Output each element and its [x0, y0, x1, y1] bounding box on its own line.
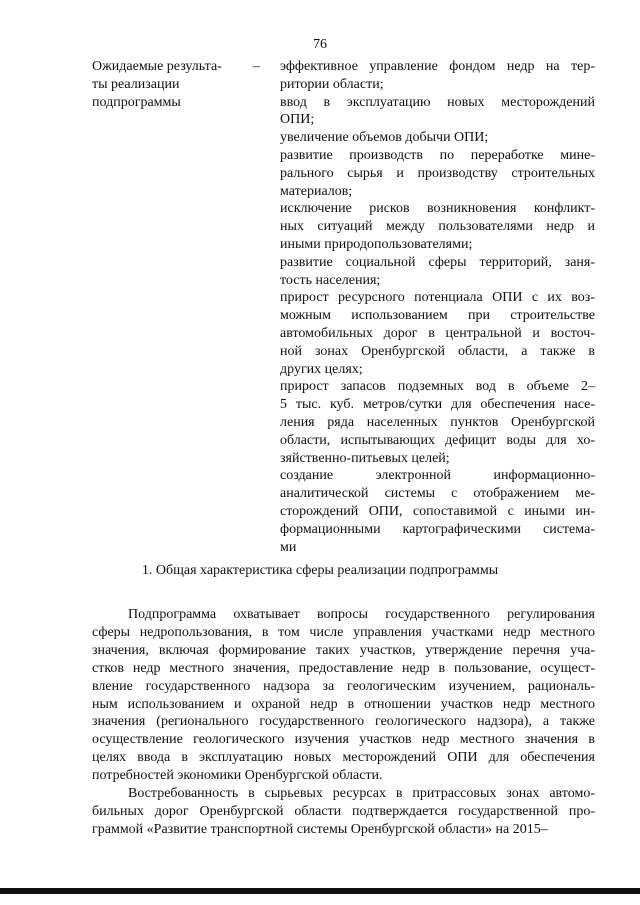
list-item-line: тость населения;: [280, 272, 381, 288]
paragraph-line: стков недр местного значения, предоставление недр в пользование, осущест-: [92, 660, 595, 676]
list-item-line: ми: [280, 539, 297, 555]
expected-results-list: [280, 58, 595, 556]
paragraph-line: бильных дорог Оренбургской области подтверждается государственной про-: [92, 803, 595, 819]
list-item-line: развитие социальной сферы территорий, заня-: [280, 254, 595, 270]
list-item-line: можным использованием при строительстве: [280, 308, 595, 324]
paragraph-line: потребностей экономики Оренбургской области.: [92, 768, 383, 784]
list-item: [280, 467, 595, 556]
list-item: [280, 289, 595, 378]
expected-results-label: [92, 58, 242, 111]
bottom-rule: [0, 888, 640, 894]
list-item-line: прирост запасов подземных вод в объеме 2–: [280, 379, 595, 395]
paragraph-line: целях ввода в эксплуатацию новых месторождений ОПИ для обеспечения: [92, 750, 595, 766]
list-item-line: создание электронной информационно-: [280, 468, 595, 484]
page-number: 76: [313, 37, 327, 52]
list-item-line: ввод в эксплуатацию новых месторождений: [280, 94, 595, 110]
list-item-line: ОПИ;: [280, 112, 315, 128]
list-item-line: сторождений ОПИ, сопоставимой с иными ин-: [280, 503, 595, 519]
list-item: [280, 58, 595, 94]
list-item-line: области, испытывающих дефицит воды для хо-: [280, 432, 595, 448]
list-item-line: иными природопользователями;: [280, 236, 473, 252]
label-line: подпрограммы: [92, 94, 181, 110]
list-item-line: исключение рисков возникновения конфликт-: [280, 201, 595, 217]
paragraph: [92, 785, 595, 839]
list-item-line: эффективное управление фондом недр на тер-: [280, 59, 595, 74]
label-dash: –: [253, 59, 260, 74]
list-item-line: 5 тыс. куб. метров/сутки для обеспечения насе-: [280, 397, 595, 413]
paragraph-line: значения, включая формирование таких участков, утверждение перечня уча-: [92, 642, 595, 658]
list-item-line: ной зонах Оренбургской области, а также в: [280, 343, 595, 359]
paragraph-line: Подпрограмма охватывает вопросы государственного регулирования: [128, 607, 595, 622]
list-item-line: рального сырья и производству строительных: [280, 165, 595, 181]
paragraph-line: осуществление геологического изучения участков недр местного значения в: [92, 732, 595, 748]
list-item-line: ритории области;: [280, 76, 384, 92]
paragraph-line: граммой «Развитие транспортной системы Оренбургской области» на 2015–: [92, 821, 548, 837]
list-item-line: аналитической системы с отображением ме-: [280, 486, 595, 502]
paragraph-line: значения (регионального государственного геологического надзора), а также: [92, 714, 595, 730]
list-item-line: автомобильных дорог в центральной и восточ-: [280, 325, 595, 341]
list-item: [280, 94, 595, 130]
list-item-line: других целях;: [280, 361, 363, 377]
list-item-line: прирост ресурсного потенциала ОПИ с их воз-: [280, 290, 595, 306]
list-item: [280, 200, 595, 253]
list-item-line: увеличение объемов добычи ОПИ;: [280, 130, 489, 146]
list-item: [280, 147, 595, 200]
list-item: [280, 254, 595, 290]
list-item-line: развитие производств по переработке мине-: [280, 147, 595, 163]
list-item-line: формационными картографическими системa-: [280, 521, 595, 537]
list-item: [280, 129, 595, 147]
body-text: [92, 606, 595, 839]
label-line: Ожидаемые результа-: [92, 59, 222, 74]
label-line: ты реализации: [92, 76, 180, 92]
list-item-line: ных ситуаций между пользователями недр и: [280, 219, 595, 235]
paragraph-line: вление государственного надзора за геологическим изучением, рациональ-: [92, 678, 595, 694]
list-item-line: материалов;: [280, 183, 353, 199]
paragraph-line: Востребованность в сырьевых ресурсах в притрассовых зонах автомо-: [128, 786, 595, 802]
list-item-line: ления ряда населенных пунктов Оренбургской: [280, 414, 595, 430]
section-title: 1. Общая характеристика сферы реализации подпрограммы: [141, 563, 499, 578]
list-item: [280, 378, 595, 467]
paragraph-line: ным использованием и охраной недр в отношении участков недр местного: [92, 696, 595, 712]
paragraph-line: сферы недропользования, в том числе управления участками недр местного: [92, 624, 595, 640]
paragraph: [92, 606, 595, 785]
list-item-line: зяйственно-питьевых целей;: [280, 450, 450, 466]
